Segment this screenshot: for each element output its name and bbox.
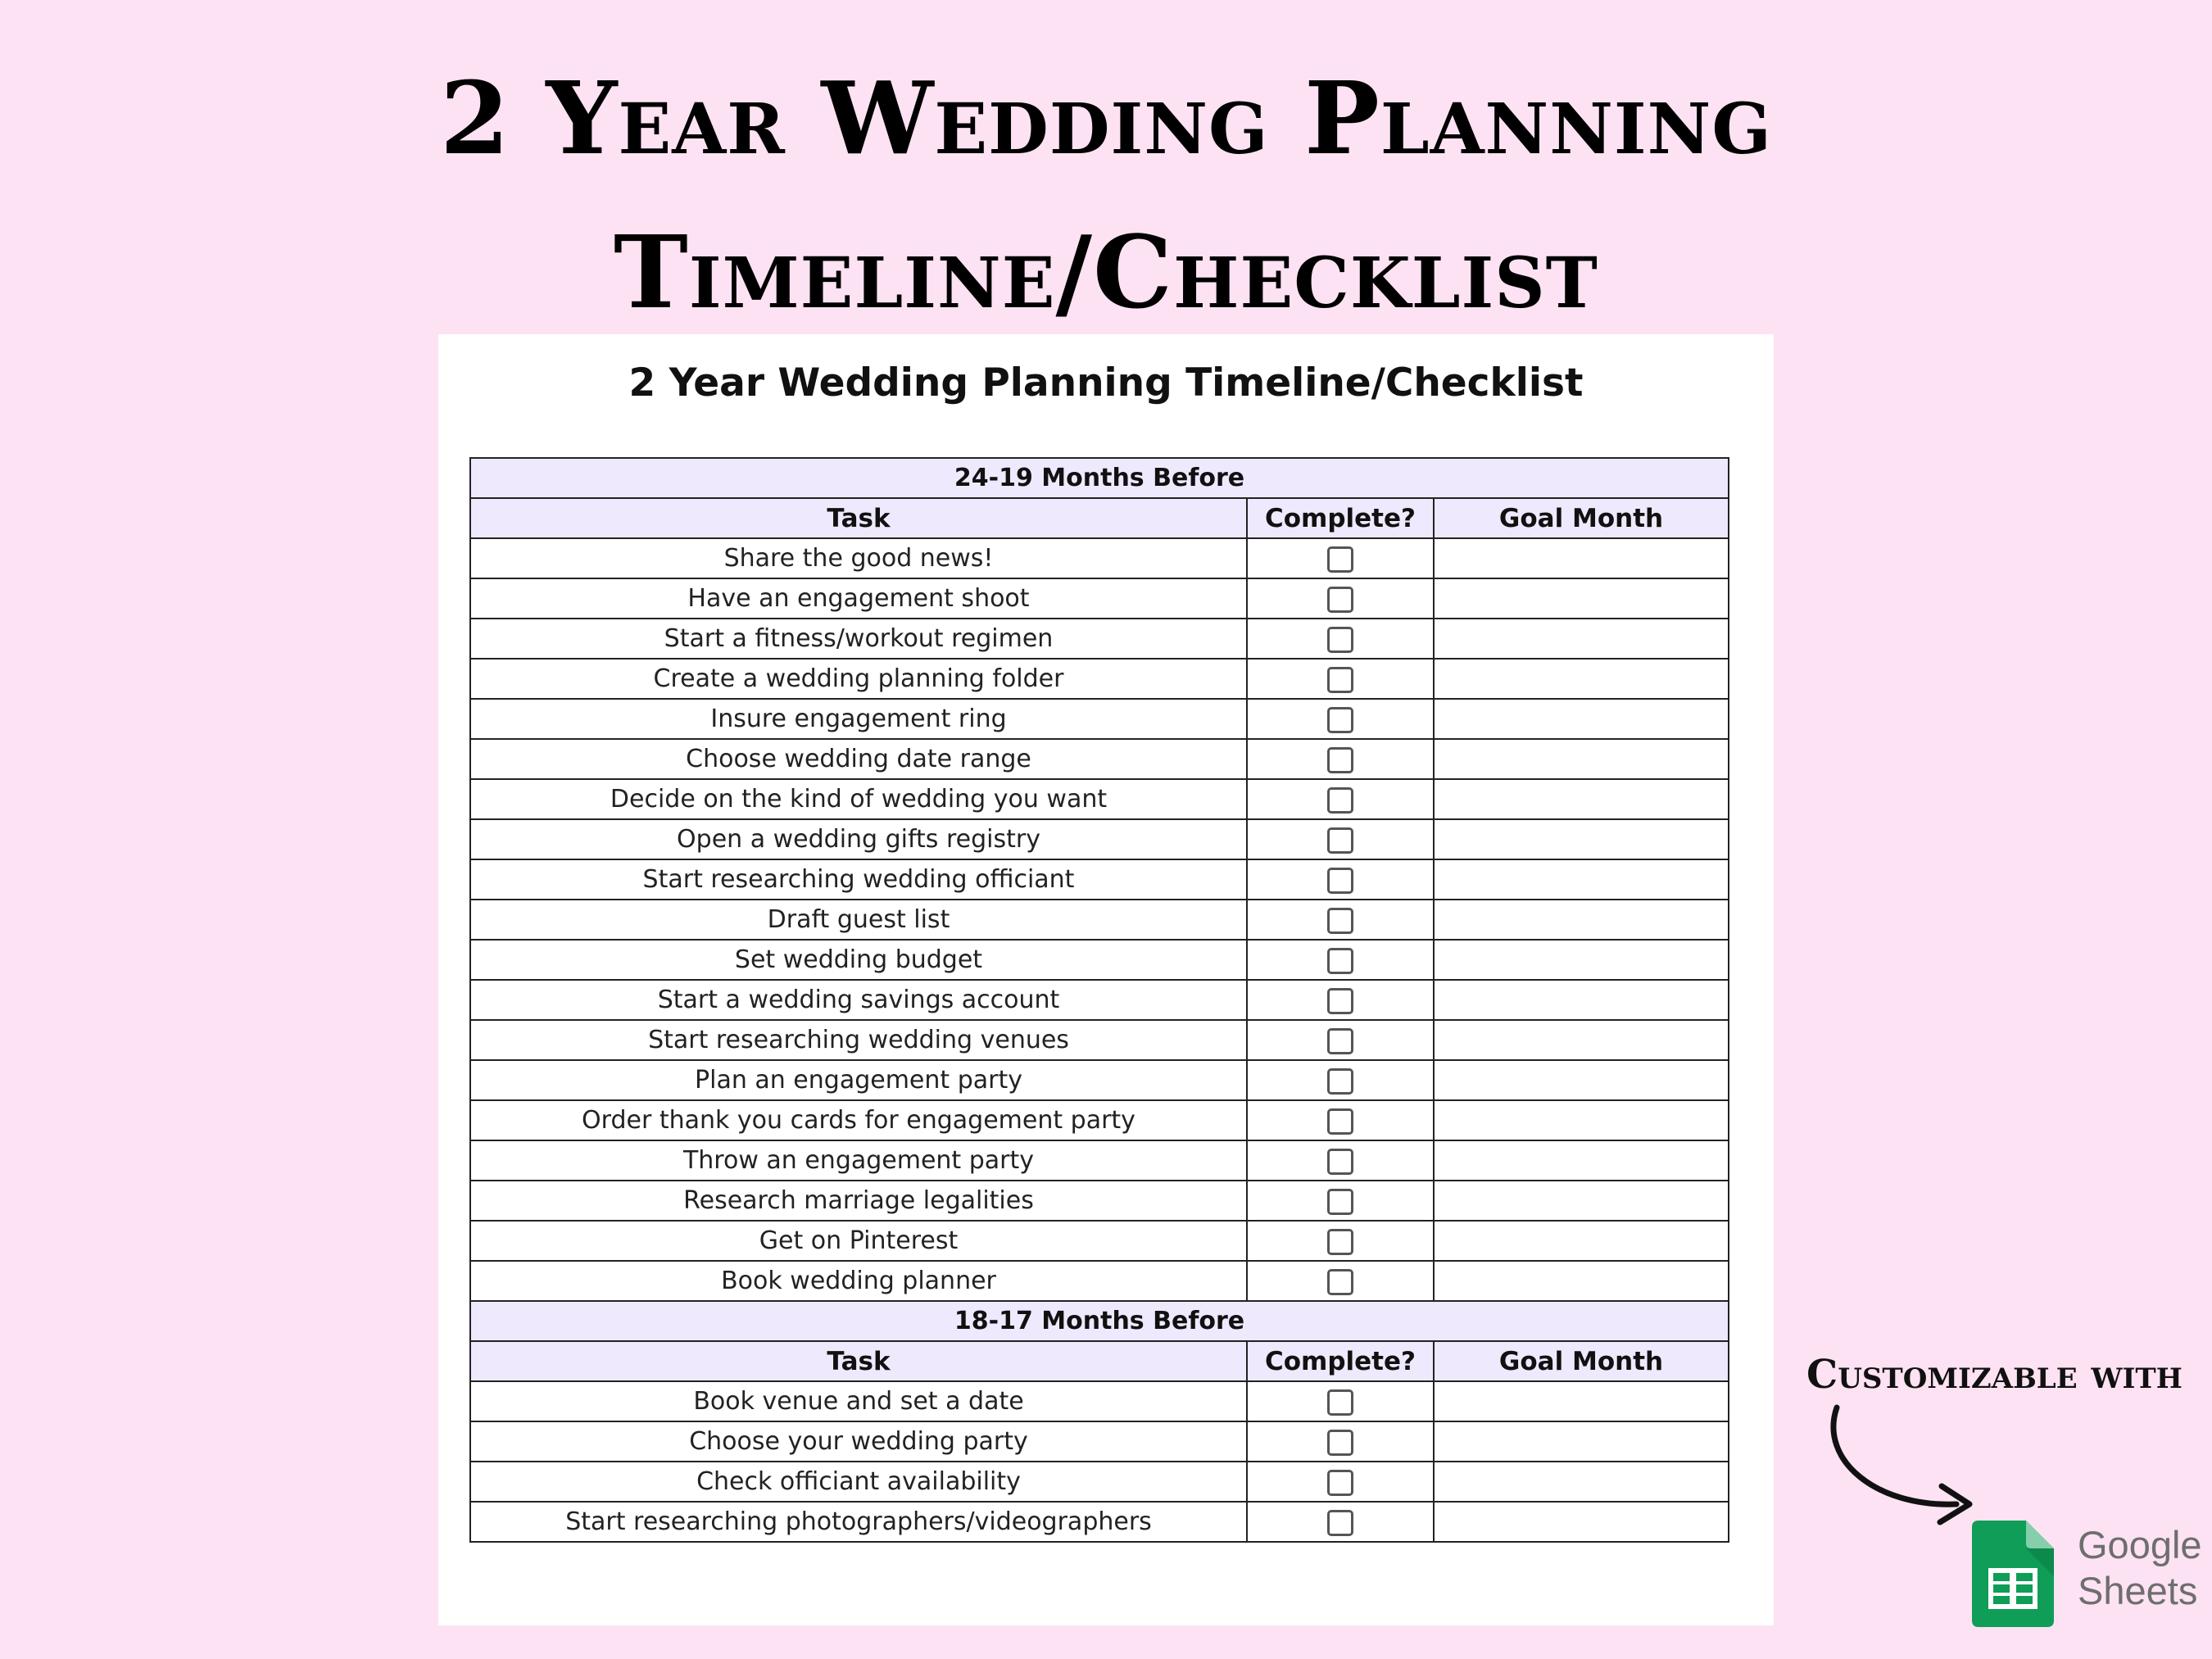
task-cell: Decide on the kind of wedding you want (470, 779, 1247, 819)
complete-cell (1247, 699, 1434, 739)
complete-cell (1247, 819, 1434, 859)
complete-checkbox[interactable] (1327, 1189, 1353, 1215)
task-cell: Insure engagement ring (470, 699, 1247, 739)
curved-arrow-icon (1819, 1403, 1983, 1525)
task-row (470, 699, 1729, 739)
task-row (470, 578, 1729, 619)
complete-cell (1247, 739, 1434, 779)
task-row (470, 940, 1729, 980)
complete-checkbox[interactable] (1327, 948, 1353, 974)
banner-line-1: 2 Year Wedding Planning (440, 59, 1772, 177)
task-cell: Start researching wedding officiant (470, 859, 1247, 900)
task-row (470, 538, 1729, 578)
task-cell: Book venue and set a date (470, 1381, 1247, 1421)
complete-checkbox[interactable] (1327, 787, 1353, 814)
banner-title (0, 41, 2212, 349)
complete-checkbox[interactable] (1327, 1269, 1353, 1295)
goal-month-cell[interactable] (1434, 1181, 1729, 1221)
task-row (470, 619, 1729, 659)
banner-line-2: Timeline/Checklist (614, 213, 1598, 331)
column-header-goal-month: Goal Month (1434, 498, 1729, 538)
complete-checkbox[interactable] (1327, 827, 1353, 854)
column-header-goal-month: Goal Month (1434, 1341, 1729, 1381)
task-row (470, 739, 1729, 779)
column-header-task: Task (470, 498, 1247, 538)
complete-cell (1247, 1140, 1434, 1181)
section-header-row (470, 458, 1729, 498)
task-cell: Start researching photographers/videographers (470, 1502, 1247, 1542)
goal-month-cell[interactable] (1434, 1462, 1729, 1502)
complete-checkbox[interactable] (1327, 1028, 1353, 1054)
task-cell: Choose wedding date range (470, 739, 1247, 779)
task-row (470, 819, 1729, 859)
column-header-complete: Complete? (1247, 1341, 1434, 1381)
task-row (470, 1020, 1729, 1060)
complete-cell (1247, 659, 1434, 699)
complete-checkbox[interactable] (1327, 1430, 1353, 1456)
task-cell: Start a fitness/workout regimen (470, 619, 1247, 659)
task-cell: Share the good news! (470, 538, 1247, 578)
task-row (470, 1502, 1729, 1542)
task-cell: Plan an engagement party (470, 1060, 1247, 1100)
goal-month-cell[interactable] (1434, 1140, 1729, 1181)
task-row (470, 1181, 1729, 1221)
complete-cell (1247, 1181, 1434, 1221)
goal-month-cell[interactable] (1434, 1100, 1729, 1140)
complete-checkbox[interactable] (1327, 868, 1353, 894)
complete-cell (1247, 859, 1434, 900)
task-row (470, 1462, 1729, 1502)
complete-cell (1247, 1421, 1434, 1462)
complete-cell (1247, 1020, 1434, 1060)
task-cell: Draft guest list (470, 900, 1247, 940)
task-row (470, 1221, 1729, 1261)
task-cell: Order thank you cards for engagement party (470, 1100, 1247, 1140)
task-row (470, 1100, 1729, 1140)
google-sheets-wordmark (2078, 1522, 2202, 1614)
customizable-label: Customizable with (1806, 1352, 2183, 1398)
task-cell: Set wedding budget (470, 940, 1247, 980)
task-cell: Have an engagement shoot (470, 578, 1247, 619)
goal-month-cell[interactable] (1434, 819, 1729, 859)
complete-cell (1247, 538, 1434, 578)
column-header-task: Task (470, 1341, 1247, 1381)
task-cell: Start researching wedding venues (470, 1020, 1247, 1060)
goal-month-cell[interactable] (1434, 578, 1729, 619)
task-row (470, 900, 1729, 940)
complete-checkbox[interactable] (1327, 667, 1353, 693)
goal-month-cell[interactable] (1434, 1381, 1729, 1421)
task-row (470, 980, 1729, 1020)
task-cell: Start a wedding savings account (470, 980, 1247, 1020)
goal-month-cell[interactable] (1434, 980, 1729, 1020)
section-title: 18-17 Months Before (470, 1301, 1729, 1341)
complete-cell (1247, 1221, 1434, 1261)
complete-cell (1247, 1502, 1434, 1542)
complete-cell (1247, 619, 1434, 659)
task-cell: Throw an engagement party (470, 1140, 1247, 1181)
column-header-row (470, 498, 1729, 538)
goal-month-cell[interactable] (1434, 659, 1729, 699)
complete-checkbox[interactable] (1327, 747, 1353, 773)
goal-month-cell[interactable] (1434, 619, 1729, 659)
goal-month-cell[interactable] (1434, 1221, 1729, 1261)
task-row (470, 1261, 1729, 1301)
complete-checkbox[interactable] (1327, 1389, 1353, 1416)
task-row (470, 779, 1729, 819)
goal-month-cell[interactable] (1434, 739, 1729, 779)
task-cell: Check officiant availability (470, 1462, 1247, 1502)
complete-cell (1247, 578, 1434, 619)
task-cell: Open a wedding gifts registry (470, 819, 1247, 859)
complete-cell (1247, 779, 1434, 819)
column-header-row (470, 1341, 1729, 1381)
task-row (470, 1381, 1729, 1421)
complete-cell (1247, 1100, 1434, 1140)
complete-checkbox[interactable] (1327, 546, 1353, 573)
checklist-table (469, 457, 1729, 1543)
section-title: 24-19 Months Before (470, 458, 1729, 498)
task-cell: Research marriage legalities (470, 1181, 1247, 1221)
task-cell: Create a wedding planning folder (470, 659, 1247, 699)
goal-month-cell[interactable] (1434, 538, 1729, 578)
complete-checkbox[interactable] (1327, 587, 1353, 613)
goal-month-cell[interactable] (1434, 859, 1729, 900)
goal-month-cell[interactable] (1434, 1060, 1729, 1100)
column-header-complete: Complete? (1247, 498, 1434, 538)
goal-month-cell[interactable] (1434, 1502, 1729, 1542)
complete-checkbox[interactable] (1327, 1149, 1353, 1175)
brand-line-google: Google (2078, 1523, 2202, 1566)
task-row (470, 1140, 1729, 1181)
task-row (470, 1421, 1729, 1462)
goal-month-cell[interactable] (1434, 1261, 1729, 1301)
goal-month-cell[interactable] (1434, 699, 1729, 739)
complete-checkbox[interactable] (1327, 1229, 1353, 1255)
goal-month-cell[interactable] (1434, 940, 1729, 980)
complete-cell (1247, 1261, 1434, 1301)
brand-line-sheets: Sheets (2078, 1569, 2198, 1612)
goal-month-cell[interactable] (1434, 1020, 1729, 1060)
complete-cell (1247, 900, 1434, 940)
complete-checkbox[interactable] (1327, 1068, 1353, 1095)
complete-cell (1247, 1060, 1434, 1100)
complete-checkbox[interactable] (1327, 908, 1353, 934)
complete-checkbox[interactable] (1327, 1108, 1353, 1135)
task-cell: Choose your wedding party (470, 1421, 1247, 1462)
complete-checkbox[interactable] (1327, 988, 1353, 1014)
task-row (470, 1060, 1729, 1100)
complete-cell (1247, 1381, 1434, 1421)
task-row (470, 659, 1729, 699)
complete-cell (1247, 980, 1434, 1020)
google-sheets-icon (1972, 1521, 2054, 1627)
complete-cell (1247, 940, 1434, 980)
goal-month-cell[interactable] (1434, 1421, 1729, 1462)
goal-month-cell[interactable] (1434, 900, 1729, 940)
task-row (470, 859, 1729, 900)
sheet-title: 2 Year Wedding Planning Timeline/Checklist (628, 360, 1584, 406)
task-cell: Get on Pinterest (470, 1221, 1247, 1261)
checklist-sheet (438, 334, 1774, 1625)
complete-checkbox[interactable] (1327, 707, 1353, 733)
goal-month-cell[interactable] (1434, 779, 1729, 819)
complete-checkbox[interactable] (1327, 1510, 1353, 1536)
task-cell: Book wedding planner (470, 1261, 1247, 1301)
complete-cell (1247, 1462, 1434, 1502)
complete-checkbox[interactable] (1327, 627, 1353, 653)
section-header-row (470, 1301, 1729, 1341)
complete-checkbox[interactable] (1327, 1470, 1353, 1496)
